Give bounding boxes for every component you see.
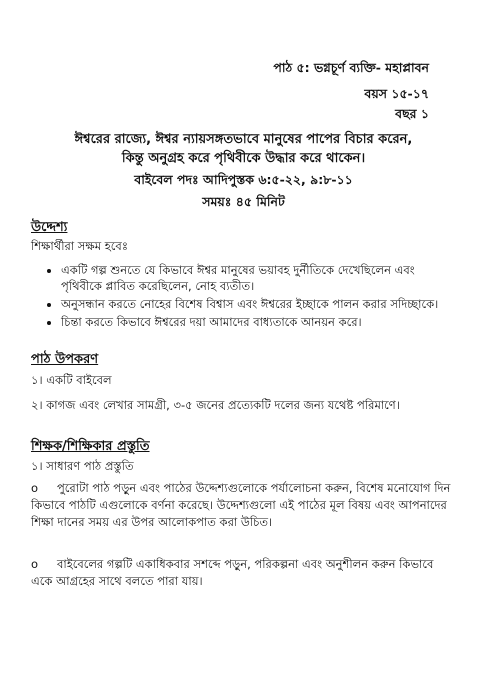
bible-passage: বাইবেল পদঃ আদিপুস্তক ৬:৫-২২, ৯:৮-১১ [134,172,353,187]
material-item: ১। একটি বাইবেল [31,373,112,387]
objectives-list [31,262,457,332]
preparation-item-text: বাইবেলের গল্পটি একাধিকবার সশব্দে পড়ুন, পরিকল্পনা এবং অনুশীলন করুন কিভাবে একে আগ্রহের সাথে বলতে পারা যায়। [31,557,434,588]
objectives-heading: উদ্দেশ্য [31,220,68,235]
theme-statement [30,130,457,168]
circle-bullet: o [31,557,39,571]
preparation-item-text: পুরোটা পাঠ পড়ুন এবং পাঠের উদ্দেশ্যগুলোকে পর্যালোচনা করুন, বিশেষ মনোযোগ দিন কিভাবে পাঠটি এগুলোকে বর্ণনা করেছে। উদ্দেশ্যগুলো এই পাঠের মূল বিষয় এবং আপনাদের শিক্ষা দানের সময় এর উপর আলোকপাত করা উচিত। [31,481,451,529]
lesson-title: পাঠ ৫: ভগ্নচূর্ণ ব্যক্তি- মহাপ্লাবন [273,60,429,75]
list-item: • অনুসন্ধান করতে নোহের বিশেষ বিশ্বাস এবং ঈশ্বরের ইচ্ছাকে পালন করার সদিচ্ছাকে। [61,296,457,312]
preparation-item [31,480,453,531]
material-item: ২। কাগজ এবং লেখার সামগ্রী, ৩-৫ জনের প্রত্যেকটি দলের জন্য যথেষ্ট পরিমাণে। [31,398,400,412]
lesson-duration: সময়ঃ ৪৫ মিনিট [202,194,285,209]
list-item: • একটি গল্প শুনতে যে কিভাবে ঈশ্বর মানুষের ভয়াবহ দুর্নীতিকে দেখেছিলেন এবং পৃথিবীকে প্লাবিত করেছিলেন, নোহ ব্যতীত। [61,262,457,294]
objectives-intro: শিক্ষার্থীরা সক্ষম হবেঃ [31,239,128,253]
preparation-heading: শিক্ষক/শিক্ষিকার প্রস্তুতি [31,439,150,454]
theme-line-1: ঈশ্বরের রাজ্যে, ঈশ্বর ন্যায়সঙ্গতভাবে মানুষের পাপের বিচার করেন, [74,132,413,147]
year-label: বছর ১ [395,106,429,121]
age-range: বয়স ১৫-১৭ [364,86,429,101]
circle-bullet: o [31,481,39,495]
preparation-item [31,556,453,590]
list-item: • চিন্তা করতে কিভাবে ঈশ্বরের দয়া আমাদের বাধ্যতাকে আনয়ন করে। [61,314,457,330]
theme-line-2: কিন্তু অনুগ্রহ করে পৃথিবীকে উদ্ধার করে থাকেন। [121,151,366,166]
preparation-subheading: ১। সাধারণ পাঠ প্রস্তুতি [31,459,134,473]
materials-heading: পাঠ উপকরণ [31,352,99,367]
